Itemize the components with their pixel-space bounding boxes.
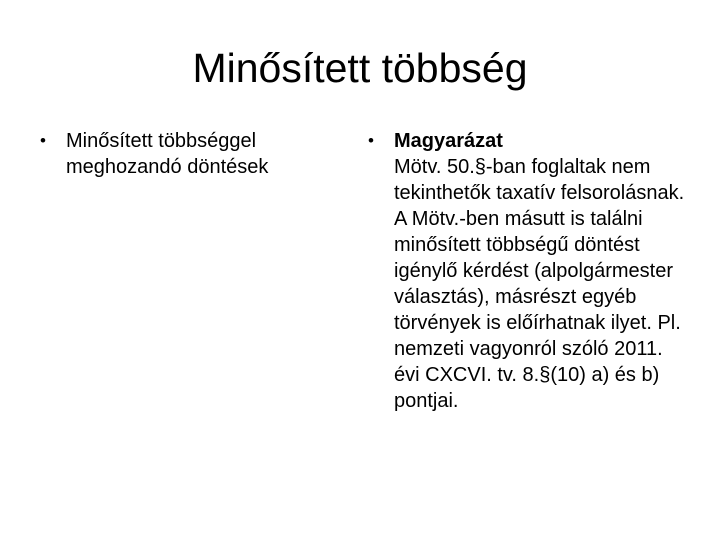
bullet-icon: •	[368, 131, 374, 150]
bullet-item-qualified-decisions	[40, 128, 330, 180]
explanation-body: Mötv. 50.§-ban foglaltak nem tekinthetők taxatív felsorolásnak. A Mötv.-ben másutt is találni minősített többségű döntést igénylő kérdést (alpolgármester választás), másrészt egyéb törvények is előírhatnak ilyet. Pl. nemzeti vagyonról szóló 2011. évi CXCVI. tv. 8.§(10) a) és b) pontjai.	[394, 156, 685, 412]
explanation-heading: Magyarázat	[394, 130, 503, 152]
bullet-item-explanation	[368, 128, 686, 414]
explanation-block	[394, 128, 686, 414]
right-column	[368, 128, 686, 414]
bullet-text: Minősített többséggel meghozandó döntések	[66, 130, 269, 178]
slide-title: Minősített többség	[192, 45, 528, 91]
left-column	[40, 128, 330, 180]
bullet-icon: •	[40, 131, 46, 150]
